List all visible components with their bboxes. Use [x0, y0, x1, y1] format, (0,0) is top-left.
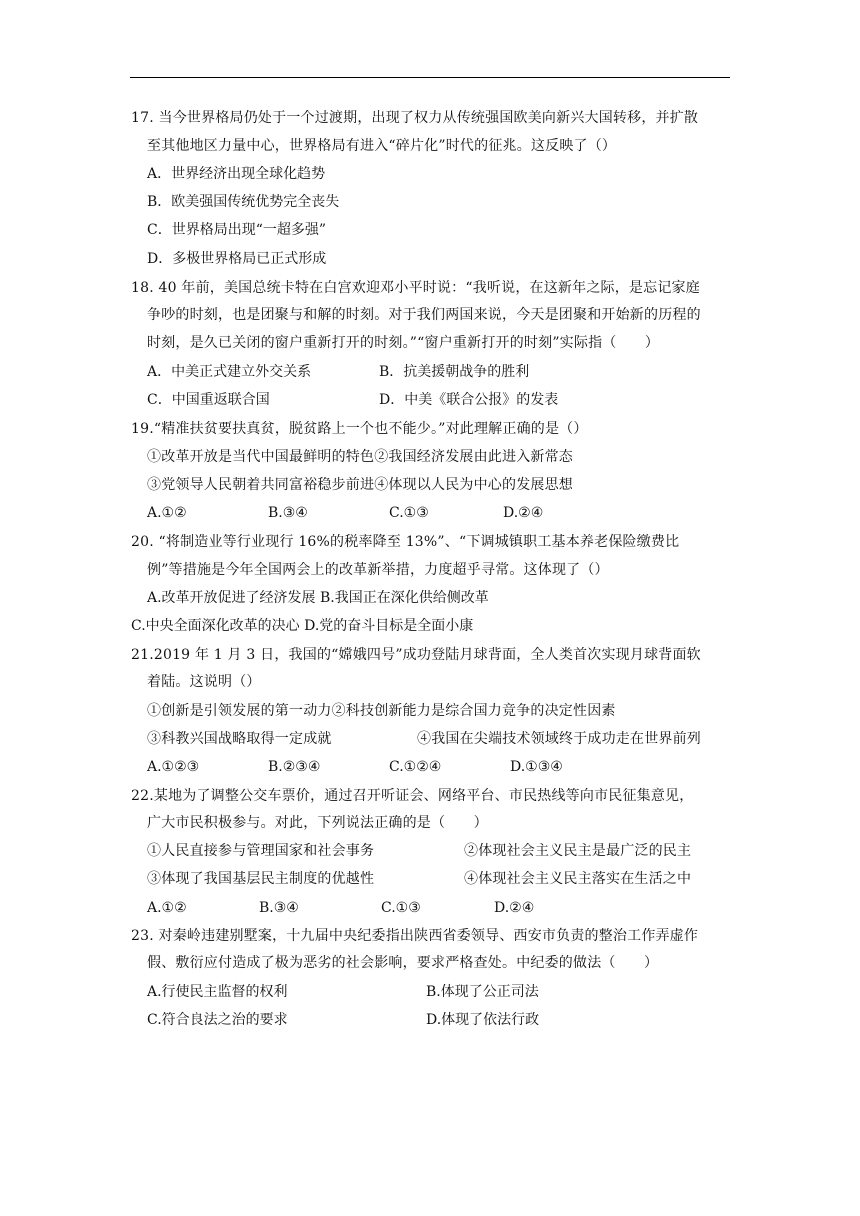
- q17-option-a: A．世界经济出现全球化趋势: [147, 166, 326, 182]
- q20-options-a-b: A.改革开放促进了经济发展 B.我国正在深化供给侧改革: [147, 590, 489, 606]
- q19-option-d: D.②④: [503, 505, 544, 521]
- q20-stem-line-1: 20. “将制造业等行业现行 16%的税率降至 13%”、“下调城镇职工基本养老保险缴费比: [131, 534, 680, 550]
- q19-statement-3-4: ③党领导人民朝着共同富裕稳步前进④体现以人民为中心的发展思想: [147, 477, 573, 493]
- q18-option-b: B．抗美援朝战争的胜利: [379, 364, 530, 380]
- header-rule: [130, 77, 730, 78]
- q17-stem-line-1: 17. 当今世界格局仍处于一个过渡期，出现了权力从传统强国欧美向新兴大国转移，并扩散: [131, 110, 699, 126]
- q22-option-b: B.③④: [259, 900, 299, 916]
- q19-stem-line-1: 19.“精准扶贫要扶真贫，脱贫路上一个也不能少。”对此理解正确的是（）: [131, 421, 588, 437]
- q23-stem-line-2: 假、敷衍应付造成了极为恶劣的社会影响，要求严格查处。中纪委的做法（ ）: [147, 955, 659, 971]
- q20-stem-line-2: 例”等措施是今年全国两会上的改革新举措，力度超乎寻常。这体现了（）: [147, 562, 609, 578]
- q22-statement-2: ②体现社会主义民主是最广泛的民主: [464, 843, 692, 859]
- q21-statement-1-2: ①创新是引领发展的第一动力②科技创新能力是综合国力竞争的决定性因素: [147, 703, 616, 719]
- q19-option-a: A.①②: [147, 505, 187, 521]
- q21-option-a: A.①②③: [147, 759, 200, 775]
- q21-statement-3: ③科教兴国战略取得一定成就: [147, 731, 332, 747]
- q18-stem-line-2: 争吵的时刻，也是团聚与和解的时刻。对于我们两国来说，今天是团聚和开始新的历程的: [147, 307, 701, 323]
- q21-stem-line-2: 着陆。这说明（）: [147, 674, 261, 690]
- q21-option-d: D.①③④: [510, 759, 563, 775]
- q17-stem-line-2: 至其他地区力量中心，世界格局有进入“碎片化”时代的征兆。这反映了（）: [147, 138, 617, 154]
- q22-statement-1: ①人民直接参与管理国家和社会事务: [147, 843, 375, 859]
- q18-stem-line-1: 18. 40 年前，美国总统卡特在白宫欢迎邓小平时说：“我听说，在这新年之际，是忘记家庭: [131, 280, 700, 296]
- q22-statement-4: ④体现社会主义民主落实在生活之中: [464, 871, 692, 887]
- q22-option-c: C.①③: [381, 900, 421, 916]
- q21-option-b: B.②③④: [268, 759, 321, 775]
- q20-options-c-d: C.中央全面深化改革的决心 D.党的奋斗目标是全面小康: [131, 618, 474, 634]
- q21-stem-line-1: 21.2019 年 1 月 3 日，我国的“嫦娥四号”成功登陆月球背面，全人类首次实现月球背面软: [131, 647, 701, 663]
- q17-option-b: B．欧美强国传统优势完全丧失: [147, 194, 340, 210]
- q18-option-a: A．中美正式建立外交关系: [147, 364, 312, 380]
- q23-stem-line-1: 23. 对秦岭违建别墅案，十九届中央纪委指出陕西省委领导、西安市负责的整治工作弄虚作: [131, 928, 699, 944]
- q23-option-b: B.体现了公正司法: [426, 984, 539, 1000]
- q22-option-d: D.②④: [494, 900, 535, 916]
- q23-option-c: C.符合良法之治的要求: [147, 1012, 288, 1028]
- q21-option-c: C.①②④: [389, 759, 442, 775]
- q22-stem-line-1: 22.某地为了调整公交车票价，通过召开听证会、网络平台、市民热线等向市民征集意见，: [131, 788, 694, 804]
- q18-option-c: C．中国重返联合国: [147, 392, 270, 408]
- q19-statement-1-2: ①改革开放是当代中国最鲜明的特色②我国经济发展由此进入新常态: [147, 449, 573, 465]
- q23-option-a: A.行使民主监督的权利: [147, 984, 288, 1000]
- q17-option-d: D．多极世界格局已正式形成: [147, 251, 327, 267]
- q18-stem-line-3: 时刻，是久已关闭的窗户重新打开的时刻。”“窗户重新打开的时刻”实际指（ ）: [147, 335, 660, 351]
- q23-option-d: D.体现了依法行政: [426, 1012, 540, 1028]
- q18-option-d: D．中美《联合公报》的发表: [379, 392, 559, 408]
- q21-statement-4: ④我国在尖端技术领域终于成功走在世界前列: [417, 731, 701, 747]
- q22-statement-3: ③体现了我国基层民主制度的优越性: [147, 871, 375, 887]
- q17-option-c: C．世界格局出现“一超多强”: [147, 222, 327, 238]
- q19-option-c: C.①③: [389, 505, 429, 521]
- q22-stem-line-2: 广大市民积极参与。对此，下列说法正确的是（ ）: [147, 815, 488, 831]
- q19-option-b: B.③④: [268, 505, 308, 521]
- q22-option-a: A.①②: [147, 900, 187, 916]
